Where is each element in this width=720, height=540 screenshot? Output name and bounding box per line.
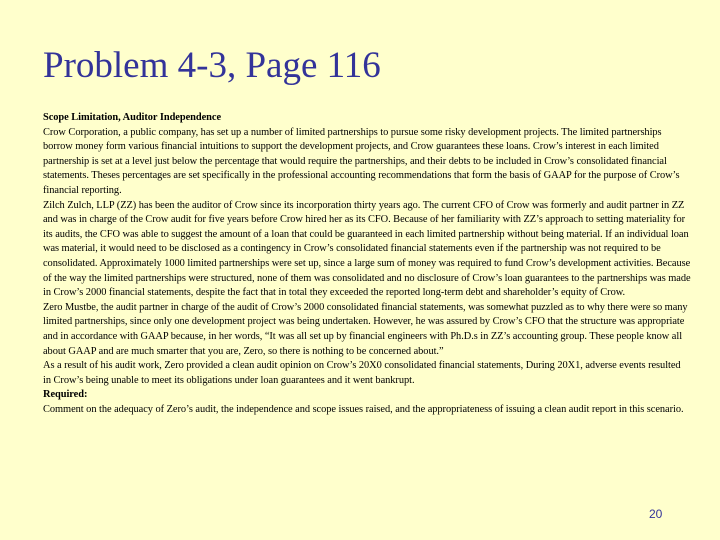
slide-content — [43, 111, 691, 417]
paragraph-audit-result: As a result of his audit work, Zero provided a clean audit opinion on Crow’s 20X0 consolidated financial statements, During 20X1, adverse events resulted in Crow’s being unable to meet its obligations under loan guarantees and it went bankrupt. — [43, 360, 681, 386]
paragraph-crow-corporation: Crow Corporation, a public company, has set up a number of limited partnerships to pursue some risky development projects. The limited partnerships borrow money form various financial intuitions to support the development projects, and Crow guarantees these loans. Crow’s interest in each limited partnership is set at a level just below the percentage that would require the partnerships, and their debts to be included in Crow’s consolidated financial statements. Theses percentages are set specifically in the professional accounting recommendations that form the basis of GAAP for the purpose of Crow’s financial reporting. — [43, 126, 680, 196]
page-number: 20 — [649, 507, 663, 521]
required-label: Required: — [43, 389, 88, 401]
problem-heading: Scope Limitation, Auditor Independence — [43, 112, 222, 123]
paragraph-requirement: Comment on the adequacy of Zero’s audit, the independence and scope issues raised, and the appropriateness of issuing a clean audit report in this scenario. — [43, 403, 684, 415]
paragraph-zilch-zulch: Zilch Zulch, LLP (ZZ) has been the auditor of Crow since its incorporation thirty years ago. The current CFO of Crow was formerly and audit partner in ZZ and was in charge of the Crow audit for five years before Crow hired her as its CFO. Because of her familiarity with ZZ’s approach to setting materiality for its audits, the CFO was able to suggest the amount of a loan that could be guaranteed in each limited partnership without being material. If an individual loan was material, it would need to be disclosed as a contingency in Crow’s consolidated financial statements even if the partnership was not required to be consolidated. Approximately 1000 limited partnerships were set up, since a large sum of money was required to fund Crow’s development activities. Because of the way the limited partnerships were structured, none of them was consolidated and no disclosure of Crow’s loan guarantees to the partnerships was made in Crow’s 2000 financial statements, despite the fact that in total they exceeded the reported long-term debt and shareholder’s equity of Crow. — [43, 199, 691, 299]
paragraph-zero-mustbe: Zero Mustbe, the audit partner in charge of the audit of Crow’s 2000 consolidated financial statements, was somewhat puzzled as to why there were so many limited partnerships, since only one development project was being undertaken. However, he was assured by Crow’s CFO that the structure was appropriate and in accordance with GAAP because, in her words, “It was all set up by financial engineers with Ph.D.s in ZZ’s accounting group. These people know all about GAAP and are much smarter that you are, Zero, so there is nothing to be concerned about.” — [43, 301, 688, 357]
slide-title: Problem 4-3, Page 116 — [43, 45, 381, 86]
